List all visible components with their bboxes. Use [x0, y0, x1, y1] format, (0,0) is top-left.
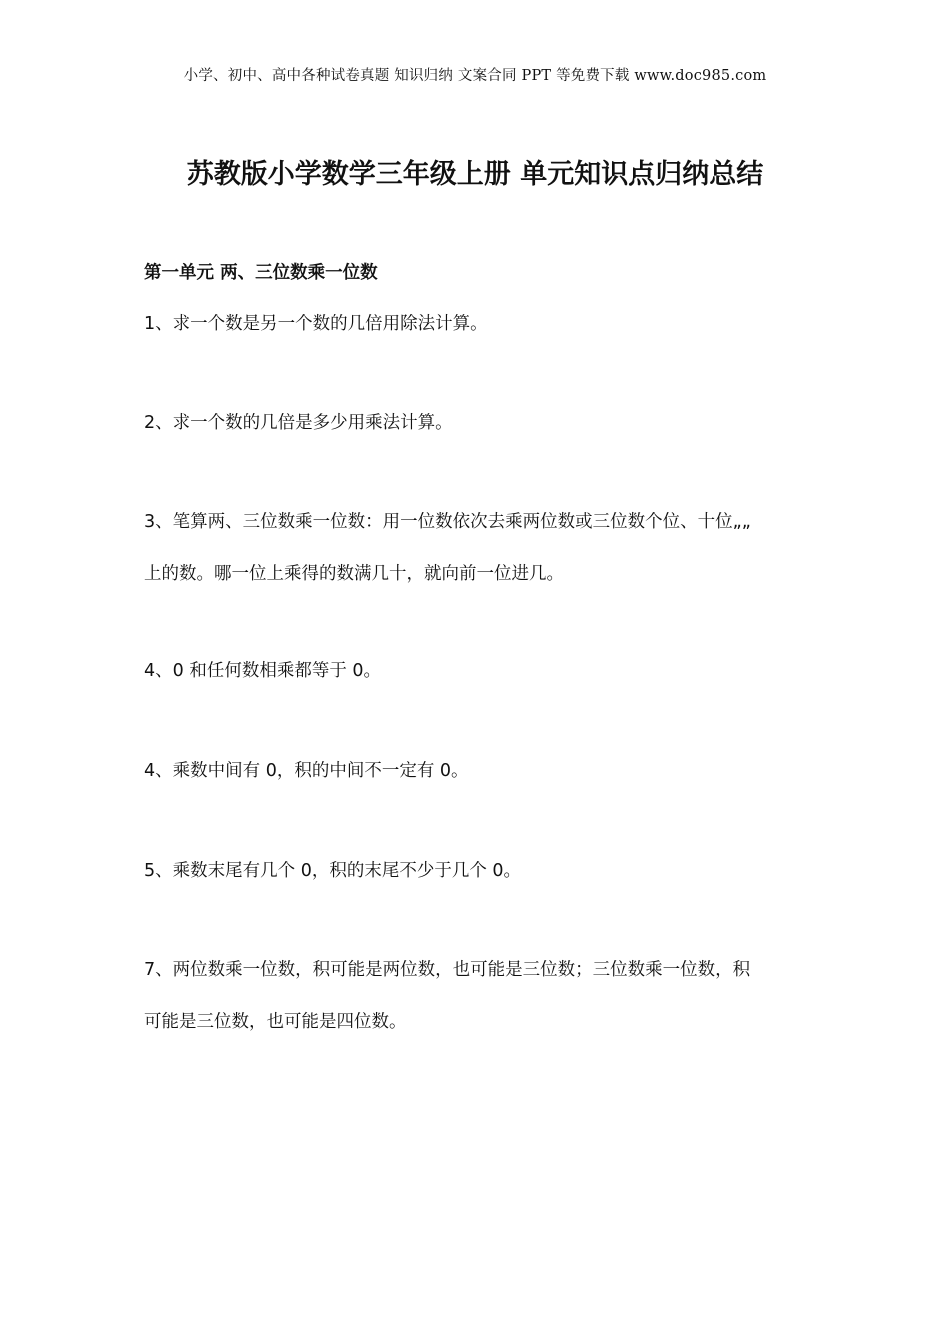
item-7-line-2: 可能是三位数，也可能是四位数。	[144, 1012, 407, 1032]
item-5-line-1: 4、乘数中间有 0，积的中间不一定有 0。	[144, 761, 469, 781]
item-1-line-1: 1、求一个数是另一个数的几倍用除法计算。	[144, 314, 488, 334]
item-3-line-2: 上的数。哪一位上乘得的数满几十，就向前一位进几。	[144, 564, 564, 584]
item-7-line-1: 7、两位数乘一位数，积可能是两位数，也可能是三位数；三位数乘一位数，积	[144, 960, 751, 980]
item-3-line-1: 3、笔算两、三位数乘一位数：用一位数依次去乘两位数或三位数个位、十位„„	[144, 512, 751, 532]
page-header-banner: 小学、初中、高中各种试卷真题 知识归纳 文案合同 PPT 等免费下载 www.doc985.com	[183, 68, 767, 84]
item-6-line-1: 5、乘数末尾有几个 0，积的末尾不少于几个 0。	[144, 861, 522, 881]
item-2-line-1: 2、求一个数的几倍是多少用乘法计算。	[144, 413, 453, 433]
unit-heading: 第一单元 两、三位数乘一位数	[144, 263, 378, 283]
item-4-line-1: 4、0 和任何数相乘都等于 0。	[144, 661, 382, 681]
document-title: 苏教版小学数学三年级上册 单元知识点归纳总结	[186, 159, 764, 190]
